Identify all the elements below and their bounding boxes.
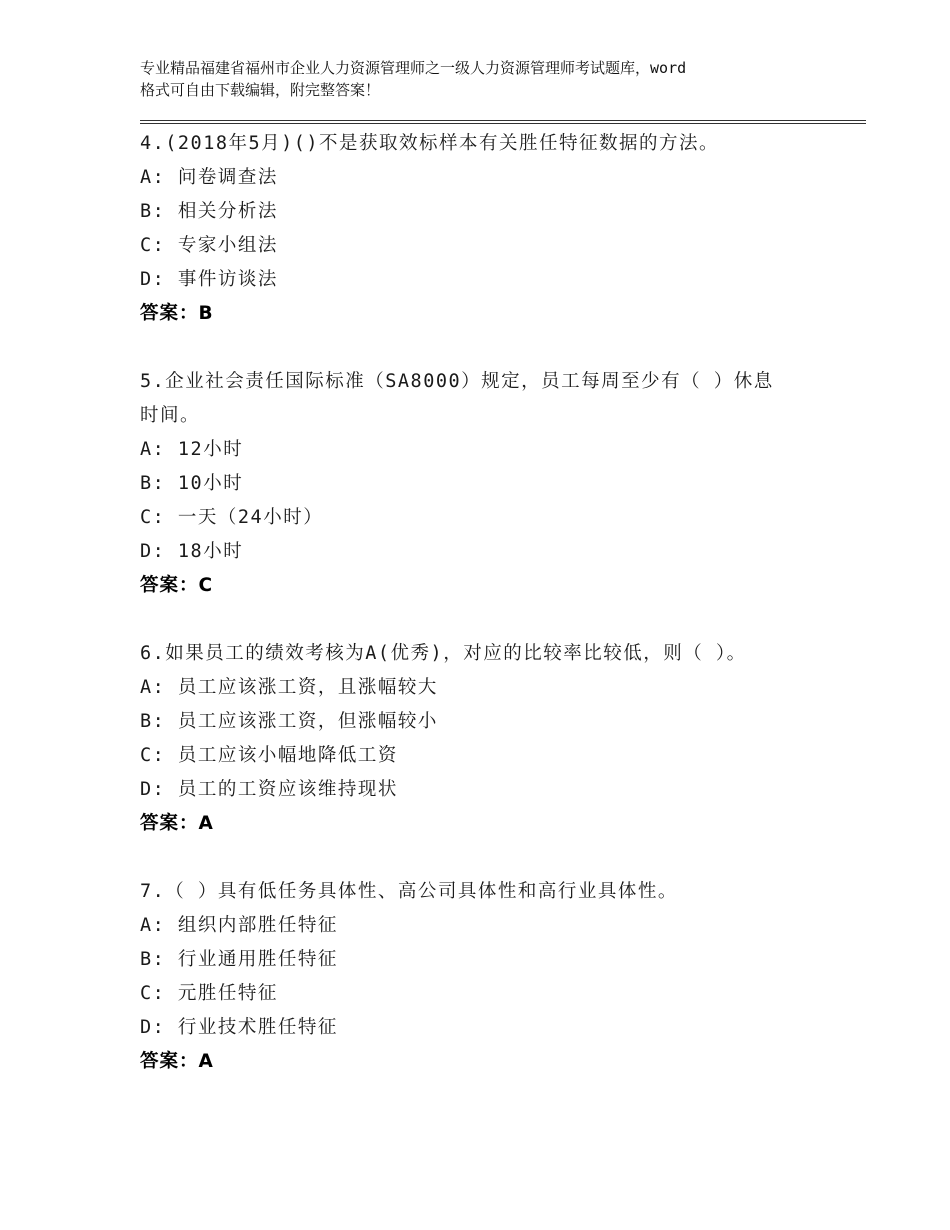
question-item	[140, 875, 840, 1079]
question-item	[140, 637, 840, 841]
option-text: 专家小组法	[177, 235, 278, 256]
option-d	[140, 1011, 840, 1045]
option-text: 问卷调查法	[177, 167, 278, 188]
option-text: 组织内部胜任特征	[177, 915, 338, 936]
answer-line: 答案：B	[140, 303, 214, 324]
option-text: 员工应该小幅地降低工资	[177, 745, 398, 766]
question-list	[140, 127, 840, 1113]
option-text: 员工应该涨工资，且涨幅较大	[177, 677, 438, 698]
option-key: D:	[140, 541, 166, 562]
option-key: B:	[140, 201, 166, 222]
option-c	[140, 977, 840, 1011]
question-stem-line: 时间。	[140, 405, 201, 426]
option-key: B:	[140, 949, 166, 970]
divider-line	[140, 120, 866, 121]
option-a	[140, 671, 840, 705]
option-text: 元胜任特征	[177, 983, 278, 1004]
question-stem	[140, 127, 840, 161]
option-key: C:	[140, 507, 166, 528]
answer-line: 答案：A	[140, 813, 214, 834]
question-stem-line: 4.(2018年5月)()不是获取效标样本有关胜任特征数据的方法。	[140, 133, 720, 154]
answer-line: 答案：C	[140, 575, 214, 596]
question-stem	[140, 875, 840, 909]
option-b	[140, 943, 840, 977]
option-text: 事件访谈法	[177, 269, 278, 290]
option-text: 员工的工资应该维持现状	[177, 779, 398, 800]
option-text: 12小时	[177, 439, 244, 460]
option-a	[140, 433, 840, 467]
option-key: D:	[140, 269, 166, 290]
option-a	[140, 909, 840, 943]
option-c	[140, 501, 840, 535]
option-b	[140, 705, 840, 739]
question-item	[140, 365, 840, 603]
option-text: 行业通用胜任特征	[177, 949, 338, 970]
option-key: B:	[140, 473, 166, 494]
option-a	[140, 161, 840, 195]
answer-line: 答案：A	[140, 1051, 214, 1072]
header-line: 专业精品福建省福州市企业人力资源管理师之一级人力资源管理师考试题库，word	[140, 59, 687, 77]
option-b	[140, 195, 840, 229]
header-line: 格式可自由下载编辑，附完整答案！	[140, 81, 381, 99]
option-c	[140, 739, 840, 773]
option-key: C:	[140, 235, 166, 256]
option-text: 员工应该涨工资，但涨幅较小	[177, 711, 438, 732]
question-stem-line: 5.企业社会责任国际标准（SA8000）规定，员工每周至少有（ ）休息	[140, 371, 774, 392]
question-item	[140, 127, 840, 331]
option-d	[140, 263, 840, 297]
option-key: A:	[140, 167, 166, 188]
header-divider	[140, 120, 866, 124]
document-header	[140, 57, 840, 101]
option-text: 行业技术胜任特征	[177, 1017, 338, 1038]
option-c	[140, 229, 840, 263]
option-d	[140, 773, 840, 807]
option-key: C:	[140, 745, 166, 766]
option-key: A:	[140, 439, 166, 460]
option-text: 18小时	[177, 541, 244, 562]
option-text: 10小时	[177, 473, 244, 494]
option-text: 相关分析法	[177, 201, 278, 222]
option-key: D:	[140, 779, 166, 800]
option-d	[140, 535, 840, 569]
question-stem	[140, 365, 840, 433]
question-stem-line: 6.如果员工的绩效考核为A(优秀)，对应的比较率比较低，则（ ）。	[140, 643, 747, 664]
question-stem	[140, 637, 840, 671]
option-text: 一天（24小时）	[177, 507, 324, 528]
option-key: A:	[140, 915, 166, 936]
option-key: A:	[140, 677, 166, 698]
option-key: D:	[140, 1017, 166, 1038]
option-b	[140, 467, 840, 501]
option-key: C:	[140, 983, 166, 1004]
option-key: B:	[140, 711, 166, 732]
question-stem-line: 7.（ ）具有低任务具体性、高公司具体性和高行业具体性。	[140, 881, 678, 902]
divider-line	[140, 123, 866, 124]
